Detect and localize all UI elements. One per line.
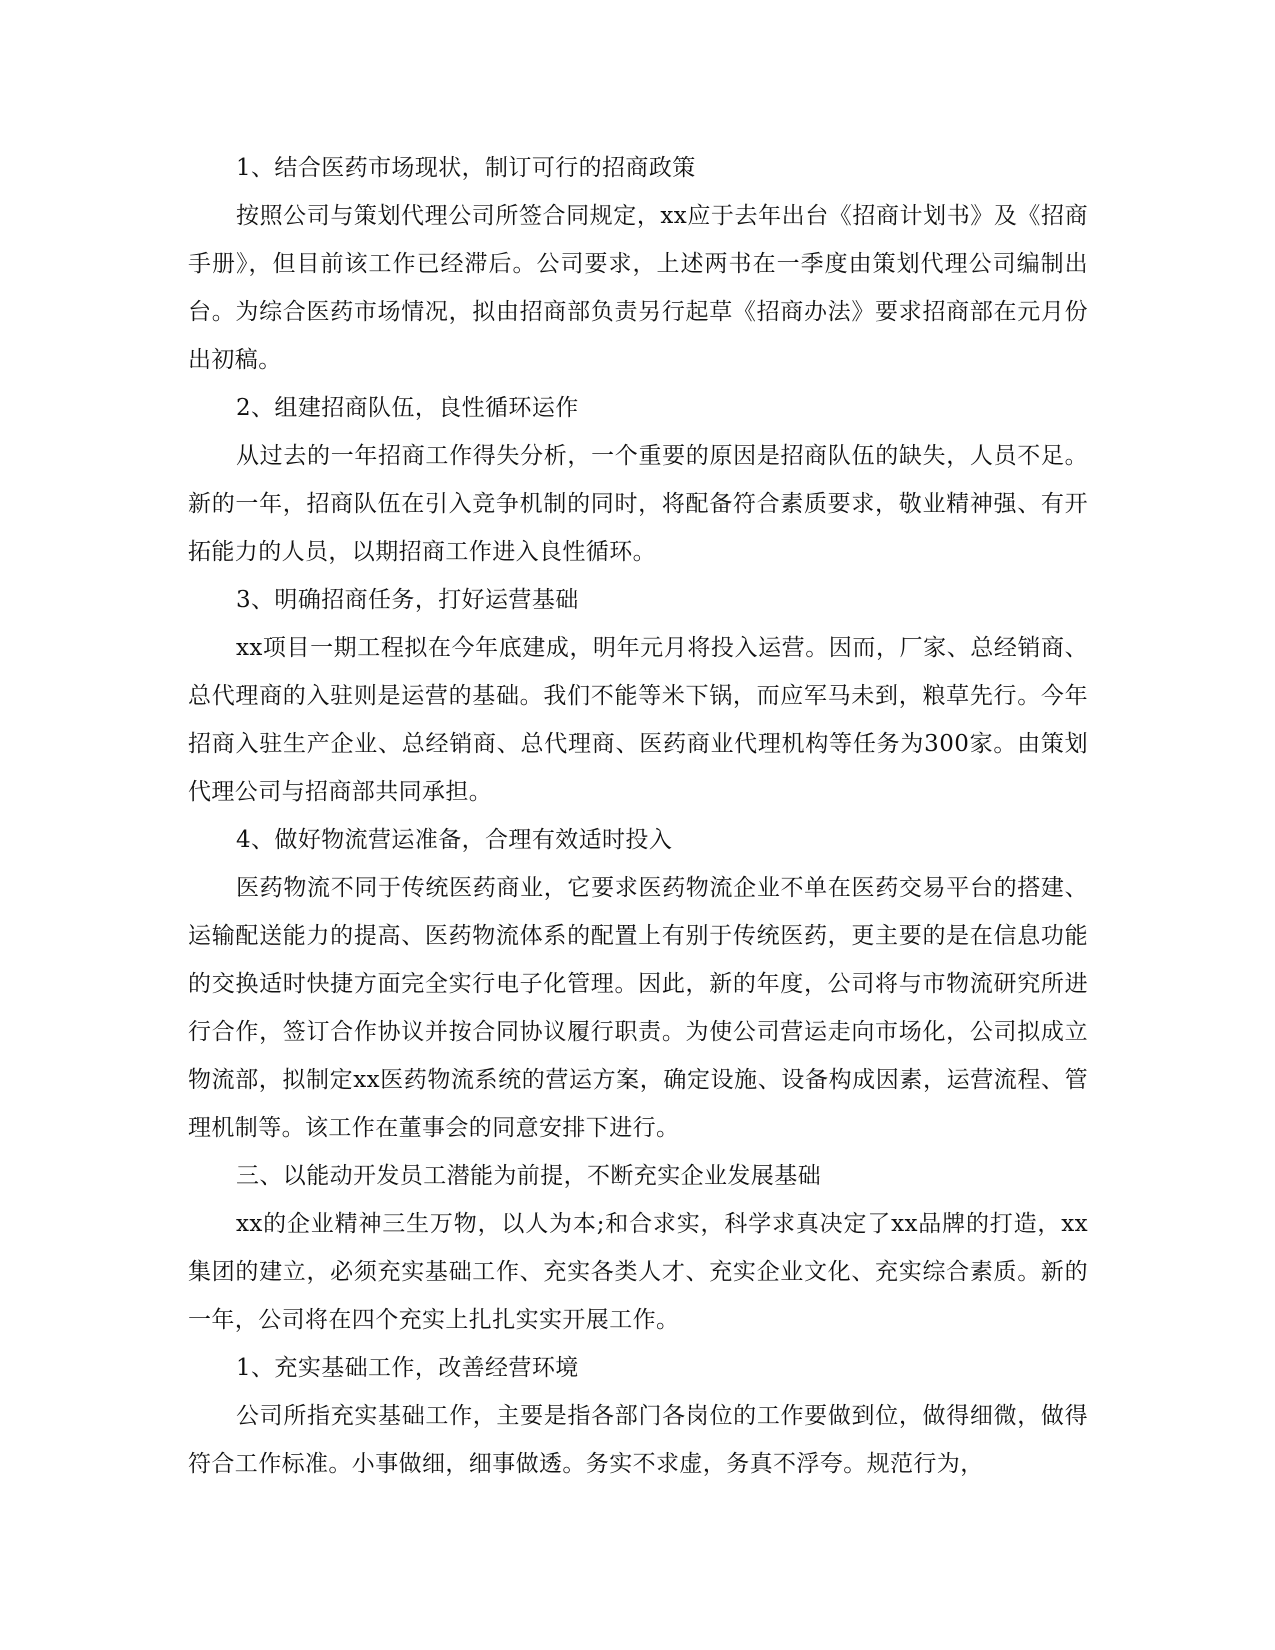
body-paragraph: 医药物流不同于传统医药商业，它要求医药物流企业不单在医药交易平台的搭建、运输配送能力的提高、医药物流体系的配置上有别于传统医药，更主要的是在信息功能的交换适时快捷方面完全实行电子化管理。因此，新的年度，公司将与市物流研究所进行合作，签订合作协议并按合同协议履行职责。为使公司营运走向市场化，公司拟成立物流部，拟制定xx医药物流系统的营运方案，确定设施、设备构成因素，运营流程、管理机制等。该工作在董事会的同意安排下进行。	[188, 875, 1088, 1141]
section-heading: 1、充实基础工作，改善经营环境	[236, 1355, 579, 1381]
section-heading: 三、以能动开发员工潜能为前提，不断充实企业发展基础	[236, 1163, 821, 1189]
body-paragraph: xx的企业精神三生万物，以人为本;和合求实，科学求真决定了xx品牌的打造，xx集团的建立，必须充实基础工作、充实各类人才、充实企业文化、充实综合素质。新的一年，公司将在四个充实上扎扎实实开展工作。	[188, 1211, 1088, 1333]
body-paragraph: xx项目一期工程拟在今年底建成，明年元月将投入运营。因而，厂家、总经销商、总代理商的入驻则是运营的基础。我们不能等米下锅，而应军马未到，粮草先行。今年招商入驻生产企业、总经销商、总代理商、医药商业代理机构等任务为300家。由策划代理公司与招商部共同承担。	[188, 635, 1088, 805]
body-paragraph: 按照公司与策划代理公司所签合同规定，xx应于去年出台《招商计划书》及《招商手册》，但目前该工作已经滞后。公司要求，上述两书在一季度由策划代理公司编制出台。为综合医药市场情况，拟由招商部负责另行起草《招商办法》要求招商部在元月份出初稿。	[188, 203, 1088, 373]
document-body	[188, 144, 1088, 1488]
section-heading: 4、做好物流营运准备，合理有效适时投入	[236, 827, 673, 853]
body-paragraph: 从过去的一年招商工作得失分析，一个重要的原因是招商队伍的缺失，人员不足。新的一年，招商队伍在引入竞争机制的同时，将配备符合素质要求，敬业精神强、有开拓能力的人员，以期招商工作进入良性循环。	[188, 443, 1088, 565]
section-heading: 2、组建招商队伍，良性循环运作	[236, 395, 579, 421]
body-paragraph: 公司所指充实基础工作，主要是指各部门各岗位的工作要做到位，做得细微，做得符合工作标准。小事做细，细事做透。务实不求虚，务真不浮夸。规范行为，	[188, 1403, 1088, 1477]
section-heading: 3、明确招商任务，打好运营基础	[236, 587, 579, 613]
section-heading: 1、结合医药市场现状，制订可行的招商政策	[236, 155, 696, 181]
